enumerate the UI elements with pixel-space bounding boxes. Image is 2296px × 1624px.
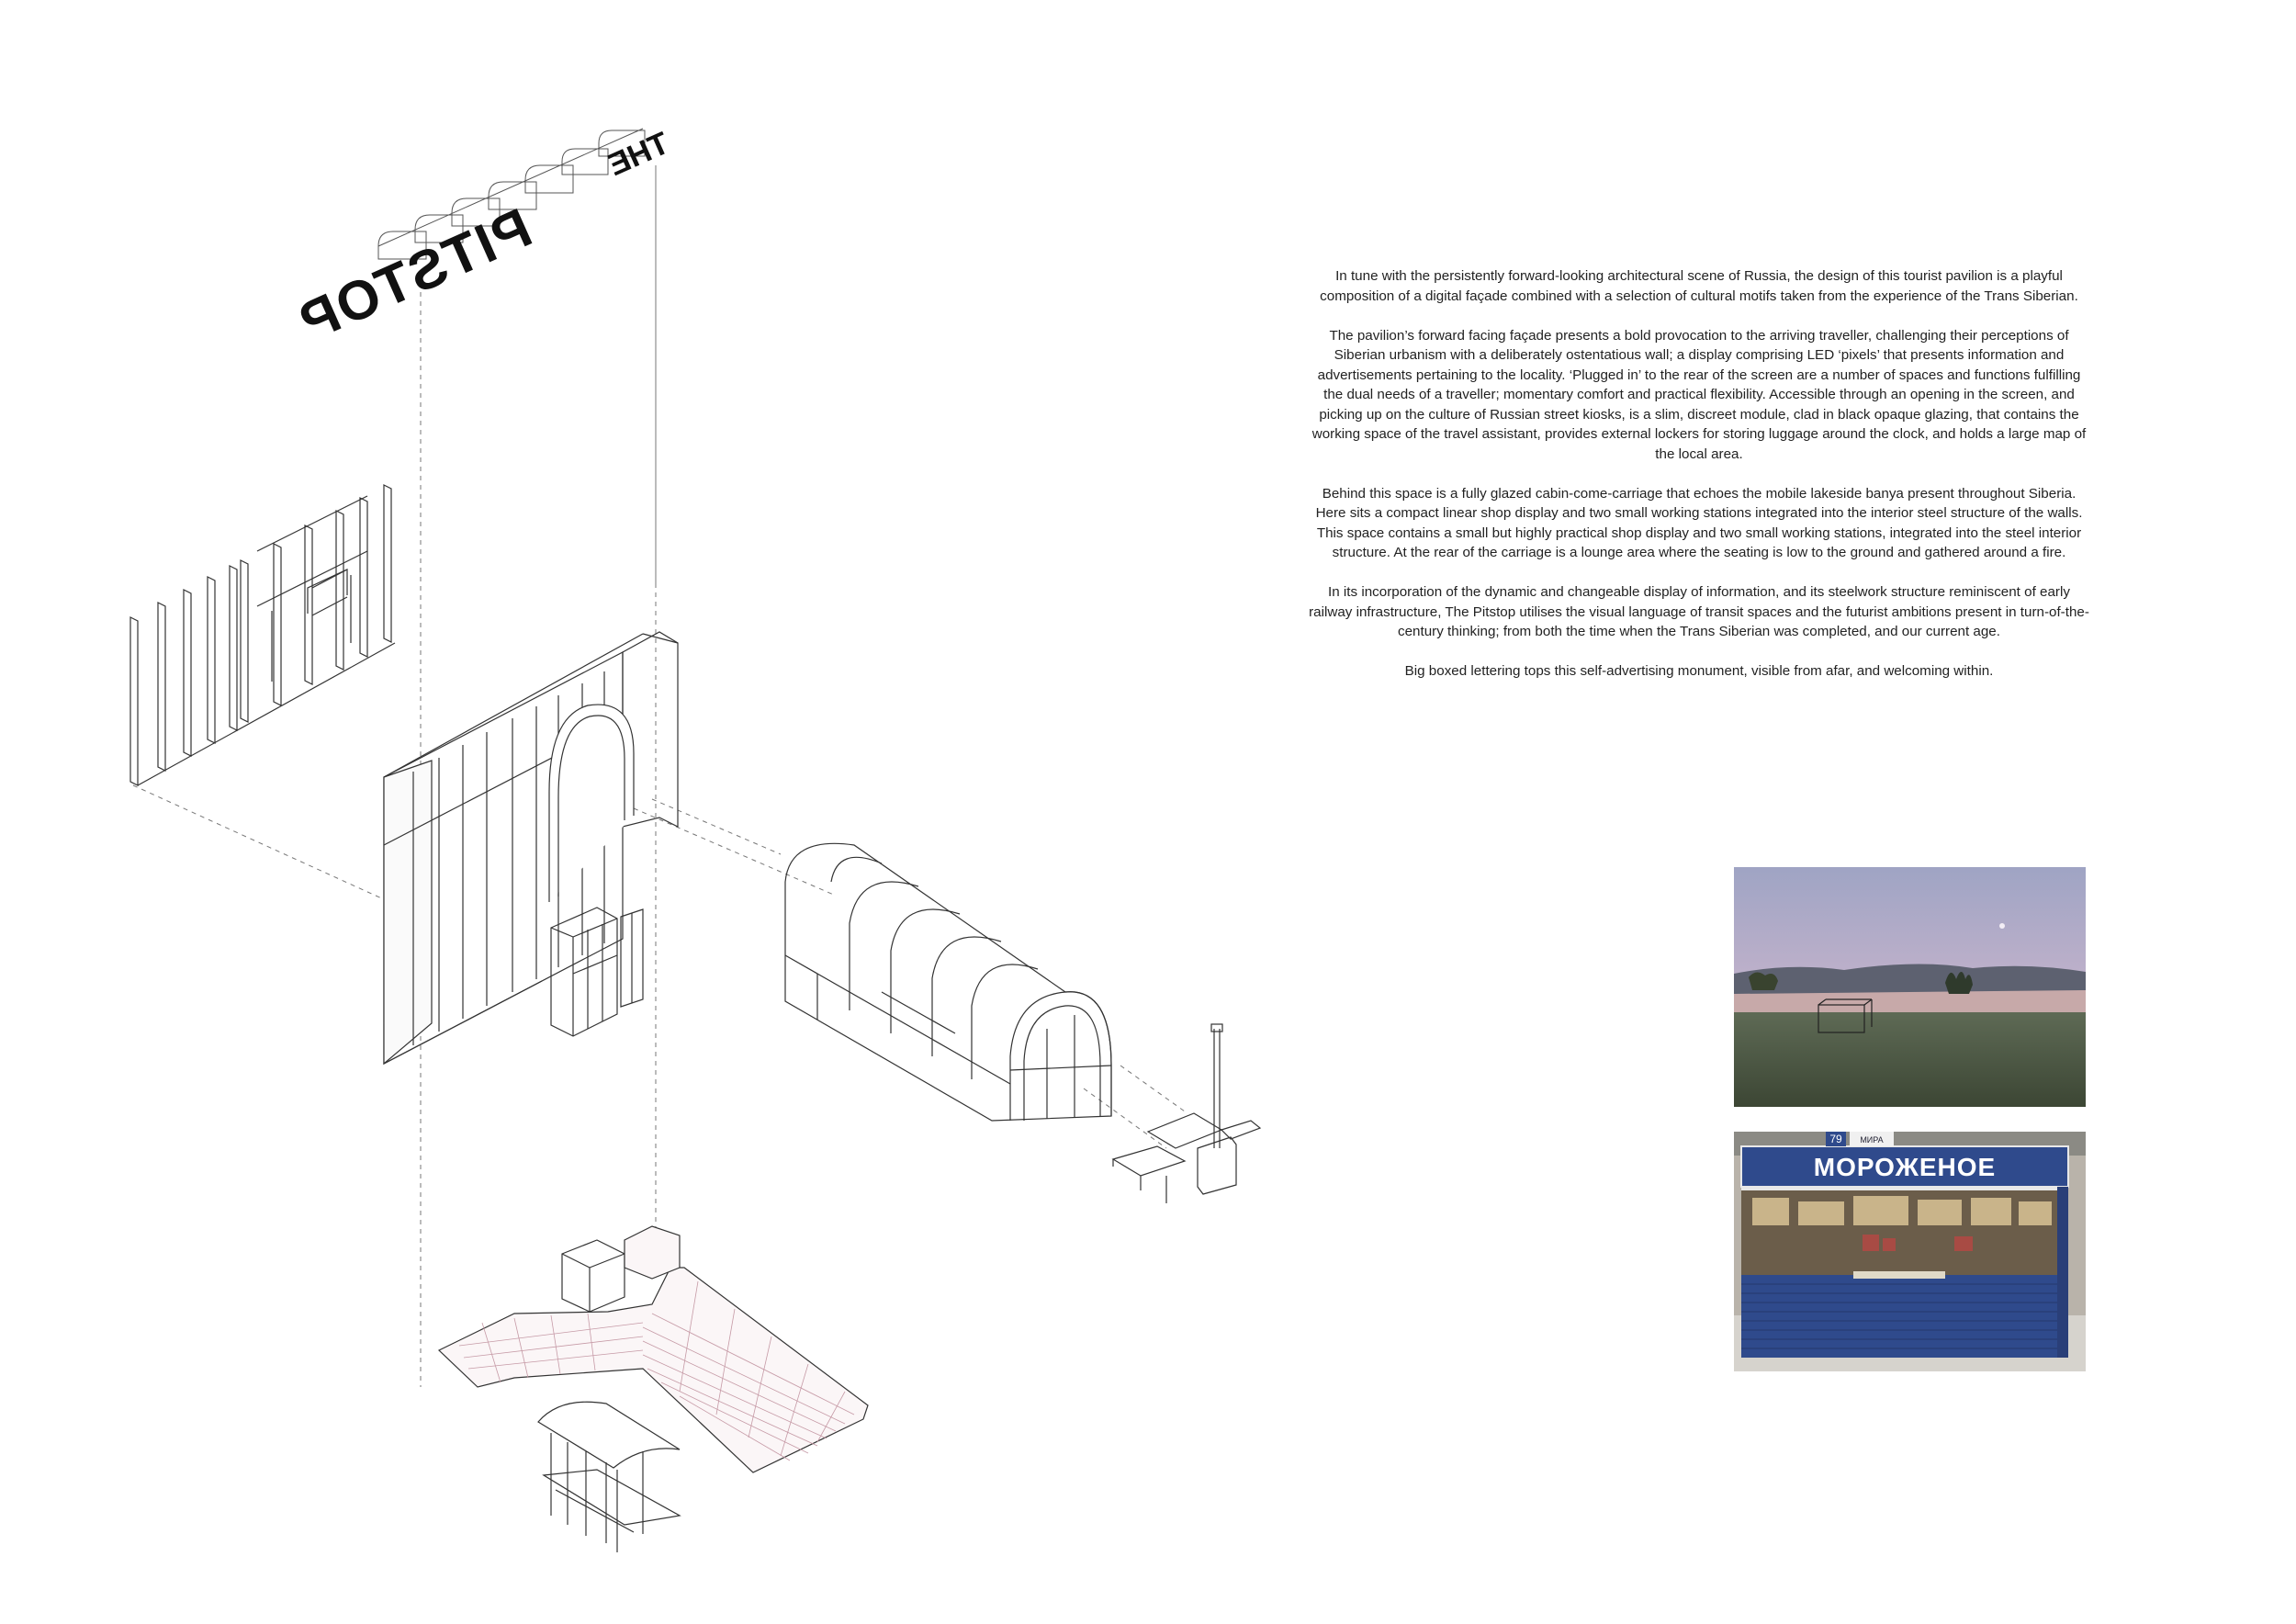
description-paragraph: In tune with the persistently forward-looking architectural scene of Russia, the design of this tourist pavilion is a playful composition of a digital façade combined with a selection of cultural motifs taken from the experience of the Trans Siberian. bbox=[1320, 268, 2078, 304]
kiosk-number: 79 bbox=[1829, 1133, 1842, 1145]
floor-platform bbox=[439, 1226, 868, 1472]
description-paragraph: Behind this space is a fully glazed cabin-come-carriage that echoes the mobile lakeside banya present throughout Siberia. Here sits a compact linear shop display and two small working stations integrated into the interior steel structure of the walls. This space contains a small but highly practical shop display and two small working stations, integrated into the steel interior structure. At the rear of the carriage is a lounge area where the seating is low to the ground and gathered around a fire. bbox=[1315, 485, 2083, 560]
description-paragraph: The pavilion’s forward facing façade presents a bold provocation to the arriving traveller, challenging their perceptions of Siberian urbanism with a deliberately ostentatious wall; a display comprising LED ‘pixels’ that presents information and advertisements pertaining to the locality. ‘Plugged in’ to the rear of the screen are a number of spaces and functions fulfilling the dual needs of a traveller; momentary comfort and practical flexibility. Accessible through an opening in the screen, and picking up on the culture of Russian street kiosks, is a slim, discreet module, clad in black opaque glazing, that contains the working space of the travel assistant, provides external lockers for storing luggage around the clock, and holds a large map of the local area. bbox=[1311, 327, 2087, 462]
sign-word-the: THE bbox=[602, 125, 675, 184]
project-description bbox=[1309, 266, 2089, 701]
description-paragraph: Big boxed lettering tops this self-advertising monument, visible from afar, and welcoming within. bbox=[1404, 663, 1994, 679]
description-paragraph: In its incorporation of the dynamic and changeable display of information, and its steelwork structure reminiscent of early railway infrastructure, The Pitstop utilises the visual language of transit spaces and the futurist ambitions present in turn-of-the-century thinking; from both the time when the Trans Siberian was completed, and our current age. bbox=[1309, 584, 2089, 639]
lounge-stove bbox=[1113, 1024, 1260, 1203]
kiosk-locker-module bbox=[551, 908, 643, 1036]
landscape-photo bbox=[1734, 867, 2086, 1107]
kiosk-sign-text: МОРОЖЕНОЕ bbox=[1813, 1153, 1997, 1181]
kiosk-small-sign: МИРА bbox=[1860, 1135, 1884, 1145]
steel-frame-wall bbox=[130, 485, 395, 785]
kiosk-photo bbox=[1734, 1132, 2086, 1371]
alignment-lines bbox=[133, 165, 1185, 1387]
sign-word-pitstop: PITSTOP bbox=[288, 196, 541, 354]
pitstop-sign bbox=[289, 126, 674, 354]
glazed-cabin-carriage bbox=[785, 843, 1111, 1121]
canopy-shelter bbox=[538, 1402, 680, 1552]
led-facade-screen bbox=[384, 632, 678, 1064]
